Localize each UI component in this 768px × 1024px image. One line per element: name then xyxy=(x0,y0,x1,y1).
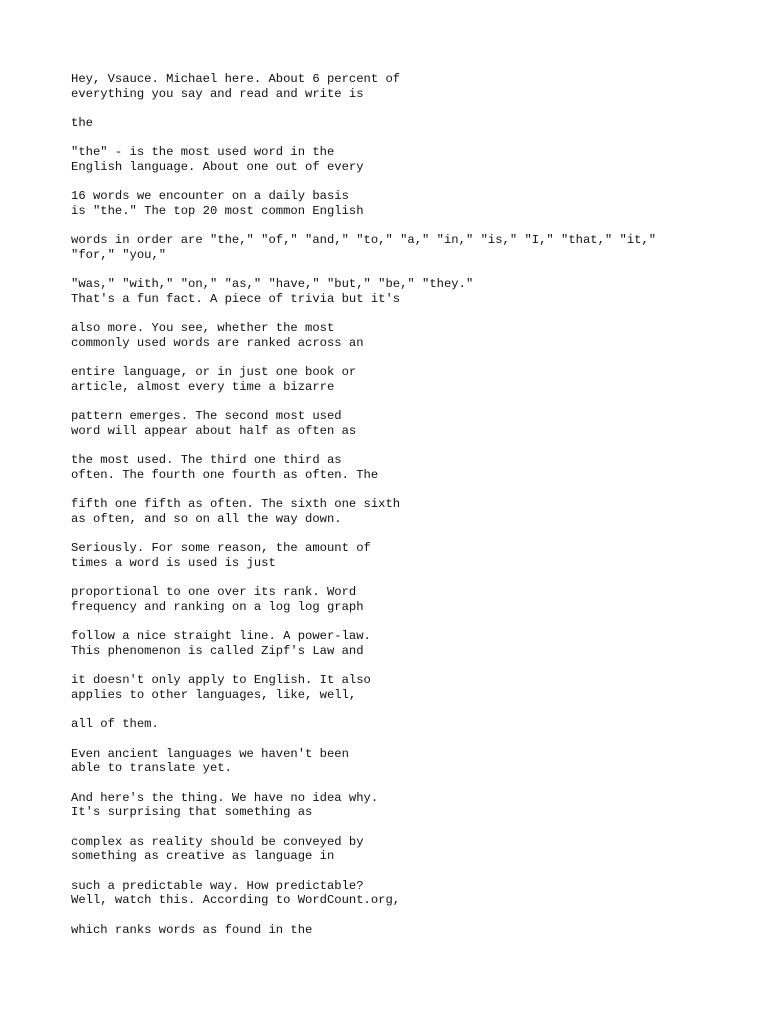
paragraph xyxy=(71,541,731,570)
paragraph xyxy=(71,365,731,394)
text-line: follow a nice straight line. A power-law. xyxy=(71,629,371,644)
text-line: This phenomenon is called Zipf's Law and xyxy=(71,643,364,658)
text-line: something as creative as language in xyxy=(71,849,335,864)
text-line: English language. About one out of every xyxy=(71,159,364,174)
text-line: often. The fourth one fourth as often. The xyxy=(71,467,379,482)
paragraph xyxy=(71,145,731,174)
paragraph xyxy=(71,453,731,482)
text-line: proportional to one over its rank. Word xyxy=(71,585,357,600)
text-line: "for," "you," xyxy=(71,247,167,262)
text-line: the most used. The third one third as xyxy=(71,453,342,468)
text-line: word will appear about half as often as xyxy=(71,423,357,438)
text-line: is "the." The top 20 most common English xyxy=(71,203,364,218)
paragraph xyxy=(71,321,731,350)
paragraph xyxy=(71,747,731,776)
paragraph xyxy=(71,233,731,262)
text-line: as often, and so on all the way down. xyxy=(71,511,342,526)
text-line: it doesn't only apply to English. It also xyxy=(71,673,371,688)
text-line: applies to other languages, like, well, xyxy=(71,687,357,702)
paragraph xyxy=(71,497,731,526)
paragraph xyxy=(71,923,731,938)
text-line: That's a fun fact. A piece of trivia but it's xyxy=(71,291,401,306)
paragraph xyxy=(71,835,731,864)
paragraph xyxy=(71,116,731,131)
text-line: such a predictable way. How predictable? xyxy=(71,878,364,893)
paragraph xyxy=(71,189,731,218)
text-line: It's surprising that something as xyxy=(71,805,313,820)
text-line: 16 words we encounter on a daily basis xyxy=(71,189,349,204)
text-line: able to translate yet. xyxy=(71,761,232,776)
text-line: commonly used words are ranked across an xyxy=(71,335,364,350)
paragraph xyxy=(71,409,731,438)
text-line: everything you say and read and write is xyxy=(71,86,364,101)
paragraph xyxy=(71,585,731,614)
paragraph xyxy=(71,277,731,306)
paragraph xyxy=(71,717,731,732)
text-line: entire language, or in just one book or xyxy=(71,365,357,380)
text-line: Seriously. For some reason, the amount of xyxy=(71,541,371,556)
transcript-text xyxy=(71,72,731,952)
text-line: Hey, Vsauce. Michael here. About 6 percent of xyxy=(71,72,401,86)
text-line: Well, watch this. According to WordCount.org, xyxy=(71,893,401,908)
paragraph xyxy=(71,791,731,820)
text-line: all of them. xyxy=(71,717,159,732)
text-line: the xyxy=(71,115,93,130)
text-line: article, almost every time a bizarre xyxy=(71,379,335,394)
text-line: pattern emerges. The second most used xyxy=(71,409,342,424)
text-line: fifth one fifth as often. The sixth one sixth xyxy=(71,497,401,512)
text-line: "was," "with," "on," "as," "have," "but," "be," "they." xyxy=(71,277,474,292)
text-line: "the" - is the most used word in the xyxy=(71,145,335,160)
paragraph xyxy=(71,72,731,101)
text-line: also more. You see, whether the most xyxy=(71,321,335,336)
text-line: Even ancient languages we haven't been xyxy=(71,746,349,761)
text-line: times a word is used is just xyxy=(71,555,276,570)
paragraph xyxy=(71,673,731,702)
text-line: complex as reality should be conveyed by xyxy=(71,834,364,849)
paragraph xyxy=(71,879,731,908)
text-line: words in order are "the," "of," "and," "to," "a," "in," "is," "I," "that," "it," xyxy=(71,233,657,248)
paragraph xyxy=(71,629,731,658)
text-line: which ranks words as found in the xyxy=(71,922,313,937)
text-line: And here's the thing. We have no idea why. xyxy=(71,790,379,805)
text-line: frequency and ranking on a log log graph xyxy=(71,599,364,614)
